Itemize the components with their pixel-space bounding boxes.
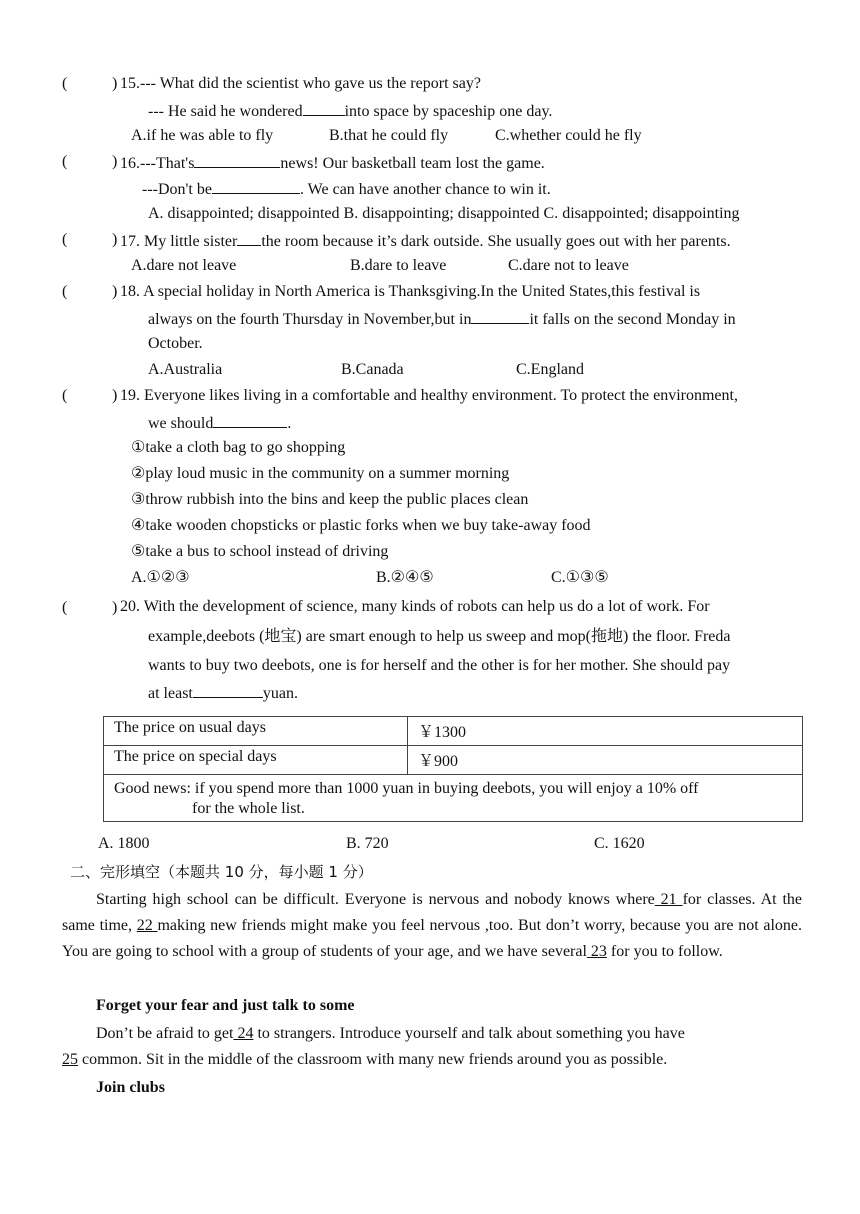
q15-line2: --- He said he wondered into space by spaceship one day. xyxy=(148,99,552,123)
q16-stem: 16.---That's news! Our basketball team lost the game. xyxy=(120,151,545,175)
table-row xyxy=(104,746,803,775)
q18-option-c[interactable]: C.England xyxy=(516,361,584,378)
q17-paren-close: ) xyxy=(112,231,118,248)
q17-option-a[interactable]: A.dare not leave xyxy=(131,257,237,274)
price-special-value: ￥900 xyxy=(408,746,803,775)
blank-22[interactable]: 22 xyxy=(136,917,158,934)
q15-option-c[interactable]: C.whether could he fly xyxy=(495,127,642,144)
q16-paren-close: ) xyxy=(112,153,118,170)
blank-21[interactable]: 21 xyxy=(654,891,683,908)
q20-line3: wants to buy two deebots, one is for herself and the other is for her mother. She should pay xyxy=(148,657,731,674)
q17-paren: ( xyxy=(62,231,68,248)
q19-item-5: ⑤take a bus to school instead of driving xyxy=(131,543,389,560)
price-special-label: The price on special days xyxy=(104,746,408,775)
table-row xyxy=(104,775,803,822)
good-news-line-2: for the whole list. xyxy=(192,800,305,817)
blank-25[interactable]: 25 xyxy=(62,1051,78,1068)
q19-option-b[interactable]: B.②④⑤ xyxy=(376,569,434,586)
q15-paren: ( xyxy=(62,75,68,92)
q20-line4: at least yuan. xyxy=(148,681,298,705)
subheading-join-clubs: Join clubs xyxy=(96,1079,165,1096)
q17-option-b[interactable]: B.dare to leave xyxy=(350,257,447,274)
q18-stem: 18. A special holiday in North America is Thanksgiving.In the United States,this festival is xyxy=(120,283,701,300)
cloze-paragraph-1: Starting high school can be difficult. Everyone is nervous and nobody knows where 21 for classes. At the same time, 22 making new friends might make you feel nervous ,too. But don’t worry, because you are not alone. You are going to school with a group of students of your age, and we have several 23 for you to follow. xyxy=(62,891,803,960)
q20-line2: example,deebots (地宝) are smart enough to help us sweep and mop(拖地) the floor. Freda xyxy=(148,628,731,645)
section-heading: 二、完形填空（本题共 10 分，每小题 1 分） xyxy=(70,863,373,881)
q19-line2: we should . xyxy=(148,411,291,435)
price-usual-value: ￥1300 xyxy=(408,717,803,746)
q15-stem: 15.--- What did the scientist who gave us the report say? xyxy=(120,75,481,92)
q15-option-a[interactable]: A.if he was able to fly xyxy=(131,127,274,144)
q20-option-b[interactable]: B. 720 xyxy=(346,835,389,852)
blank-24[interactable]: 24 xyxy=(233,1025,254,1042)
q18-option-b[interactable]: B.Canada xyxy=(341,361,404,378)
q19-item-4: ④take wooden chopsticks or plastic forks when we buy take-away food xyxy=(131,517,591,534)
q18-option-a[interactable]: A.Australia xyxy=(148,361,223,378)
cloze-paragraph-2: Don’t be afraid to get 24 to strangers. Introduce yourself and talk about something you have 25 common. Sit in the middle of the classroom with many new friends around you as possible. xyxy=(62,1025,685,1068)
blank-23[interactable]: 23 xyxy=(586,943,607,960)
price-usual-label: The price on usual days xyxy=(104,717,408,746)
good-news-note xyxy=(104,775,803,822)
q19-option-a[interactable]: A.①②③ xyxy=(131,569,190,586)
q19-paren-close: ) xyxy=(112,387,118,404)
q19-item-2: ②play loud music in the community on a summer morning xyxy=(131,465,510,482)
subheading-forget-fear: Forget your fear and just talk to some xyxy=(96,997,355,1014)
q19-paren: ( xyxy=(62,387,68,404)
q20-option-c[interactable]: C. 1620 xyxy=(594,835,645,852)
q19-item-3: ③throw rubbish into the bins and keep the public places clean xyxy=(131,491,529,508)
q16-options[interactable]: A. disappointed; disappointed B. disappointing; disappointed C. disappointed; disappointing xyxy=(148,205,740,222)
q19-stem: 19. Everyone likes living in a comfortable and healthy environment. To protect the environment, xyxy=(120,387,738,404)
q18-paren: ( xyxy=(62,283,68,300)
good-news-line-1: Good news: if you spend more than 1000 yuan in buying deebots, you will enjoy a 10% off xyxy=(114,780,699,797)
q16-line2: ---Don't be . We can have another chance to win it. xyxy=(142,177,551,201)
q18-line2: always on the fourth Thursday in November,but in it falls on the second Monday in xyxy=(148,307,736,331)
q19-item-1: ①take a cloth bag to go shopping xyxy=(131,439,346,456)
q20-option-a[interactable]: A. 1800 xyxy=(98,835,150,852)
q15-paren-close: ) xyxy=(112,75,118,92)
q18-paren-close: ) xyxy=(112,283,118,300)
table-row xyxy=(104,717,803,746)
q19-option-c[interactable]: C.①③⑤ xyxy=(551,569,609,586)
q18-line3: October. xyxy=(148,335,203,352)
q17-stem: 17. My little sister the room because it’s dark outside. She usually goes out with her parents. xyxy=(120,229,731,253)
price-table xyxy=(103,716,803,822)
q20-stem: 20. With the development of science, many kinds of robots can help us do a lot of work. For xyxy=(120,598,710,615)
q17-option-c[interactable]: C.dare not to leave xyxy=(508,257,629,274)
q16-paren: ( xyxy=(62,153,68,170)
q20-paren: ( xyxy=(62,599,68,616)
q20-paren-close: ) xyxy=(112,599,118,616)
q15-option-b[interactable]: B.that he could fly xyxy=(329,127,449,144)
